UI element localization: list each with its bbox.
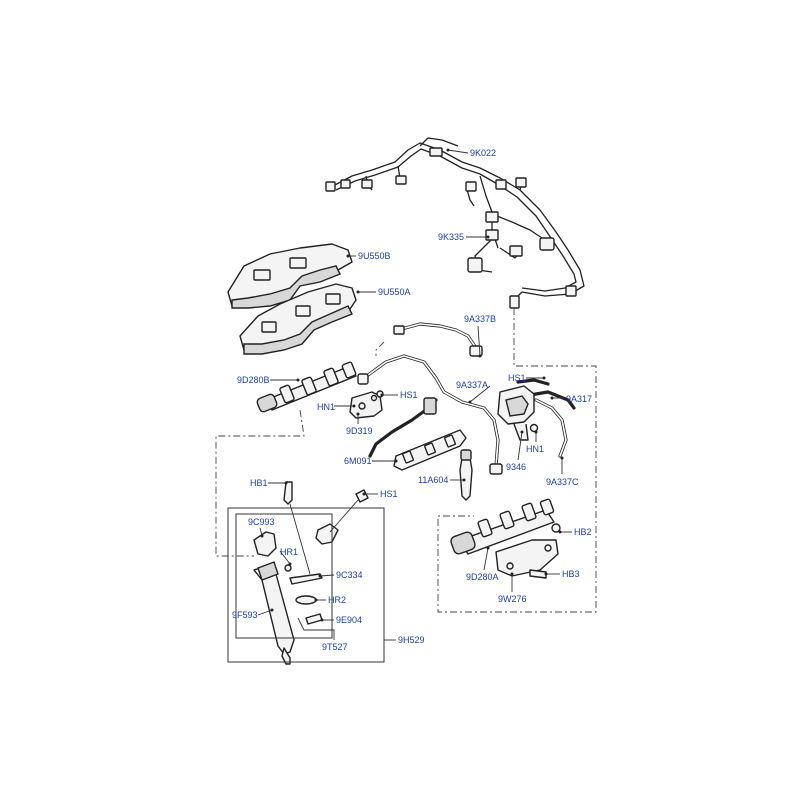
callout-9k335[interactable]: 9K335 [438, 232, 465, 242]
callout-9u550b[interactable]: 9U550B [358, 251, 391, 261]
injector-kit-box [228, 508, 384, 662]
callout-6m091[interactable]: 6M091 [344, 456, 372, 466]
callout-9d319[interactable]: 9D319 [346, 426, 373, 436]
callout-9w276[interactable]: 9W276 [498, 594, 527, 604]
callout-9e904[interactable]: 9E904 [336, 615, 363, 625]
wiring-harness-drawing [326, 138, 584, 308]
callout-9f593[interactable]: 9F593 [232, 610, 258, 620]
callout-hs1-top[interactable]: HS1 [508, 373, 526, 383]
callout-hs1-mid[interactable]: HS1 [400, 390, 418, 400]
callout-9k022[interactable]: 9K022 [470, 148, 497, 158]
callout-9d280a[interactable]: 9D280A [466, 572, 499, 582]
callout-9346[interactable]: 9346 [506, 462, 527, 472]
callout-9u550a[interactable]: 9U550A [378, 287, 411, 297]
callout-9a337a[interactable]: 9A337A [456, 380, 489, 390]
fuel-pump-9346-drawing [498, 386, 538, 440]
callout-9a337b[interactable]: 9A337B [464, 314, 497, 324]
glow-plug-11a604-drawing [460, 450, 472, 500]
fuel-rail-a-drawing [450, 499, 560, 578]
callout-9t527[interactable]: 9T527 [322, 642, 348, 652]
callout-9c334[interactable]: 9C334 [336, 570, 363, 580]
callout-9h529[interactable]: 9H529 [398, 635, 425, 645]
callout-hs1-left[interactable]: HS1 [380, 489, 398, 499]
callout-9d280b[interactable]: 9D280B [237, 375, 270, 385]
fuel-rail-b-drawing [256, 362, 356, 413]
callout-hr2[interactable]: HR2 [328, 595, 347, 605]
callout-hb3[interactable]: HB3 [562, 569, 580, 579]
callout-hn1-right[interactable]: HN1 [526, 444, 545, 454]
callout-11a604[interactable]: 11A604 [418, 475, 449, 485]
bracket-9d319-drawing [350, 391, 383, 418]
callout-hb2[interactable]: HB2 [574, 527, 592, 537]
callout-9c993[interactable]: 9C993 [248, 517, 275, 527]
callout-9a317[interactable]: 9A317 [566, 394, 593, 404]
callout-hr1[interactable]: HR1 [280, 547, 299, 557]
callout-hn1-left[interactable]: HN1 [317, 402, 336, 412]
sensor-6m091-drawing [394, 398, 466, 470]
callout-hb1[interactable]: HB1 [250, 478, 268, 488]
callout-9a337c[interactable]: 9A337C [546, 477, 579, 487]
engine-cover-drawing [228, 244, 356, 354]
